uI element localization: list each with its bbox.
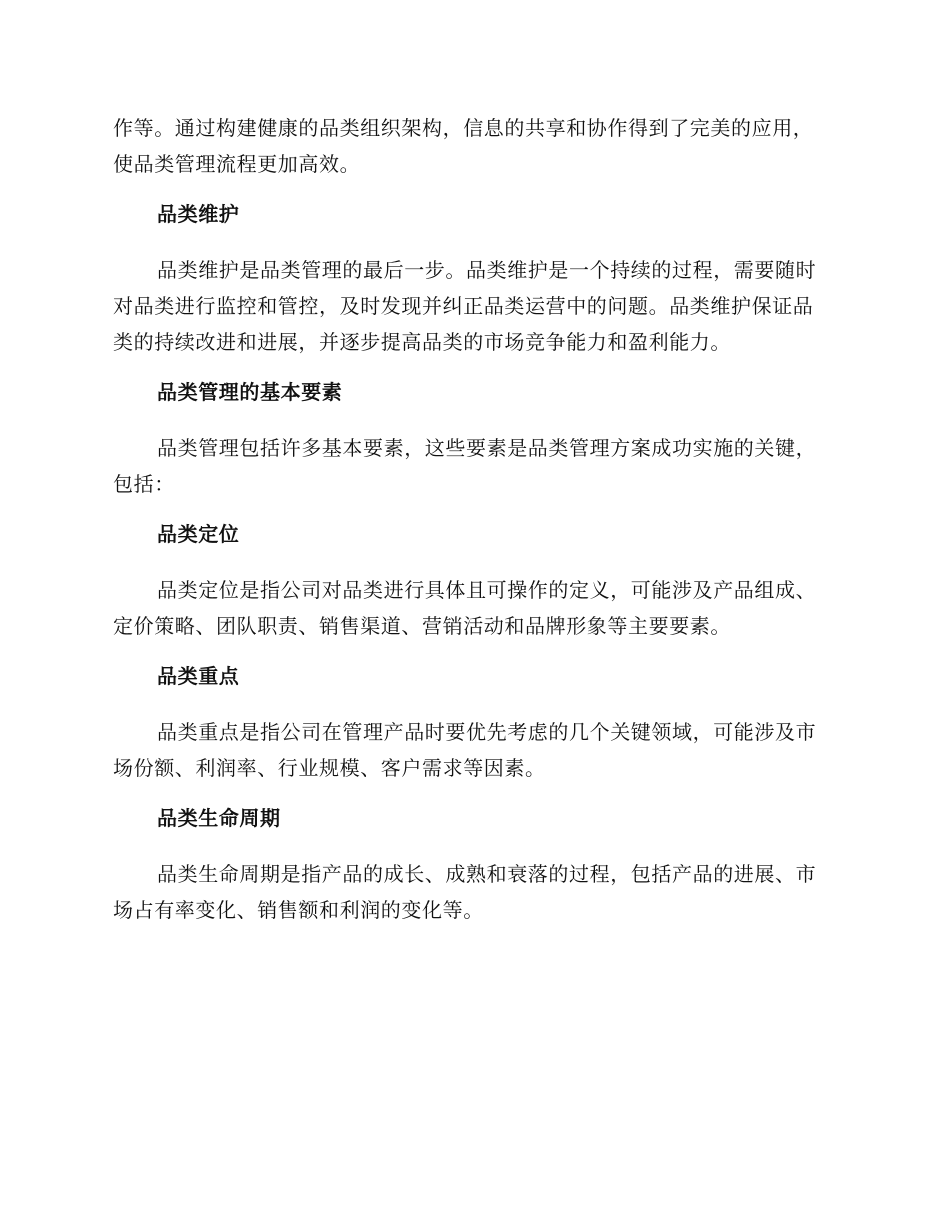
heading-category-lifecycle: 品类生命周期 xyxy=(157,806,281,830)
paragraph-category-lifecycle: 品类生命周期是指产品的成长、成熟和衰落的过程，包括产品的进展、市场占有率变化、销售额和利润的变化等。 xyxy=(113,862,817,922)
document-body xyxy=(113,110,833,942)
paragraph-basic-elements: 品类管理包括许多基本要素，这些要素是品类管理方案成功实施的关键，包括： xyxy=(113,436,817,496)
paragraph-continuation: 作等。通过构建健康的品类组织架构，信息的共享和协作得到了完美的应用，使品类管理流程更加高效。 xyxy=(113,116,814,176)
heading-basic-elements: 品类管理的基本要素 xyxy=(157,380,343,404)
heading-category-maintenance: 品类维护 xyxy=(157,202,240,226)
heading-category-focus: 品类重点 xyxy=(157,664,240,688)
heading-category-positioning: 品类定位 xyxy=(157,522,240,546)
paragraph-category-focus: 品类重点是指公司在管理产品时要优先考虑的几个关键领域，可能涉及市场份额、利润率、行业规模、客户需求等因素。 xyxy=(113,720,817,780)
paragraph-category-maintenance: 品类维护是品类管理的最后一步。品类维护是一个持续的过程，需要随时对品类进行监控和管控，及时发现并纠正品类运营中的问题。品类维护保证品类的持续改进和进展，并逐步提高品类的市场竞争能力和盈利能力。 xyxy=(113,258,817,354)
paragraph-category-positioning: 品类定位是指公司对品类进行具体且可操作的定义，可能涉及产品组成、定价策略、团队职责、销售渠道、营销活动和品牌形象等主要要素。 xyxy=(113,578,817,638)
